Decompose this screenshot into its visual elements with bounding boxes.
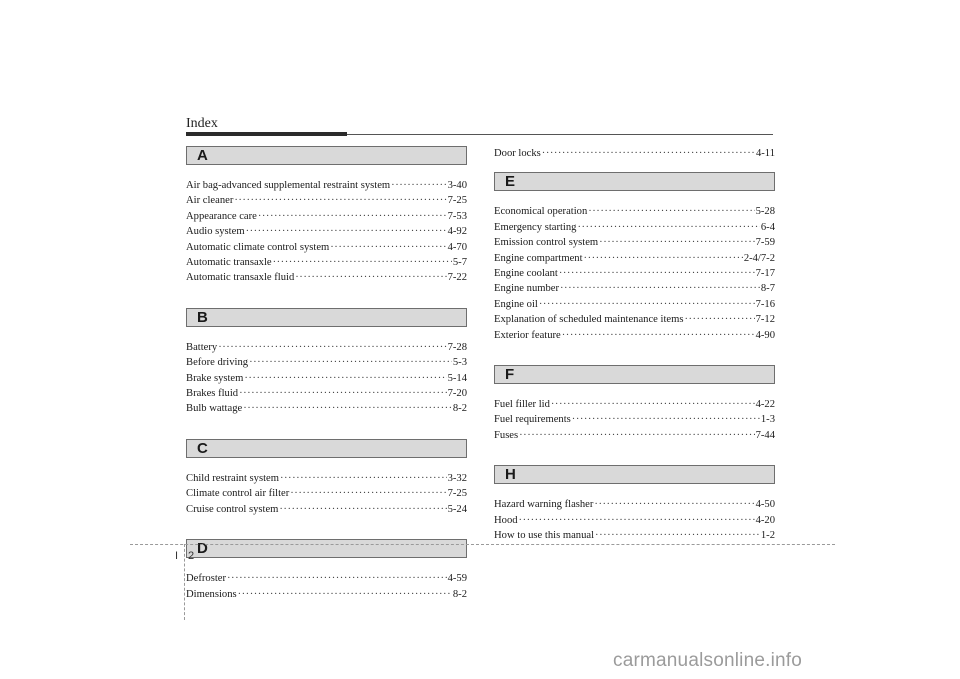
entry-page: 3-32 [447,472,467,484]
dot-leader [595,528,760,543]
section-letter: F [505,366,515,384]
dot-leader [246,224,447,239]
watermark: carmanualsonline.info [613,650,803,671]
section-header-f [494,365,775,384]
dot-leader [588,204,754,219]
entry-label: Climate control air filter [186,488,290,500]
entry-page: 7-44 [755,429,775,441]
entry-list [494,397,775,443]
index-entry[interactable] [186,193,467,208]
dot-leader [273,255,452,270]
index-entry[interactable] [186,340,467,355]
index-entry[interactable] [186,401,467,416]
entry-page: 7-22 [447,272,467,284]
entry-page: 8-7 [760,283,775,295]
section-header-h [494,465,775,484]
entry-label: Dimensions [186,588,237,600]
index-entry[interactable] [186,571,467,586]
entry-label: Fuel requirements [494,414,571,426]
index-entry[interactable] [186,224,467,239]
index-entry[interactable] [186,371,467,386]
entry-page: 4-11 [755,148,775,159]
dot-leader [562,328,755,343]
index-entry[interactable] [494,397,775,412]
entry-page: 4-50 [755,499,775,511]
dot-leader [258,209,447,224]
index-entry[interactable] [494,146,775,161]
entry-page: 7-28 [447,341,467,353]
index-entry[interactable] [186,240,467,255]
index-entry[interactable] [186,178,467,193]
entry-label: Audio system [186,226,245,238]
dot-leader [244,371,446,386]
entry-label: Hood [494,514,518,526]
section-header-a [186,146,467,165]
entry-page: 7-53 [447,210,467,222]
dot-leader [227,571,447,586]
entry-label: Automatic climate control system [186,241,330,253]
dot-leader [560,281,760,296]
entry-page: 7-59 [755,237,775,249]
section-header-e [494,172,775,191]
dot-leader [539,297,755,312]
footer-section-label: I [175,550,179,562]
header-rule-thin [347,134,773,135]
index-entry[interactable] [186,209,467,224]
entry-page: 1-3 [760,414,775,426]
entry-list [186,571,467,602]
index-entry[interactable] [494,281,775,296]
entry-page: 7-16 [755,298,775,310]
section-letter: B [197,308,208,326]
entry-list [494,497,775,543]
entry-list [186,340,467,417]
entry-list [186,471,467,517]
entry-label: Fuel filler lid [494,399,550,411]
index-entry[interactable] [494,412,775,427]
entry-label: Engine number [494,283,560,295]
entry-label: Air cleaner [186,195,234,207]
page-number: 2 [188,550,195,562]
entry-page: 3-40 [447,180,467,191]
dot-leader [234,193,446,208]
entry-label: Child restraint system [186,472,279,484]
entry-label: How to use this manual [494,530,595,542]
entry-label: Economical operation [494,206,588,218]
entry-label: Door locks [494,148,541,159]
index-entry[interactable] [494,204,775,219]
entry-page: 4-70 [447,241,467,253]
entry-label: Bulb wattage [186,403,243,415]
index-entry[interactable] [494,497,775,512]
index-column-right [494,146,775,544]
dot-leader [684,312,754,327]
index-entry[interactable] [186,255,467,270]
entry-label: Automatic transaxle fluid [186,272,295,284]
entry-label: Engine compartment [494,252,583,264]
entry-list [494,204,775,343]
section-header-d [186,539,467,558]
index-entry[interactable] [186,355,467,370]
header-rule-thick [186,132,347,136]
dot-leader [519,428,754,443]
index-entry[interactable] [186,587,467,602]
index-entry[interactable] [494,235,775,250]
index-entry[interactable] [186,270,467,285]
entry-page: 8-2 [452,588,467,600]
index-entry[interactable] [494,251,775,266]
entry-page: 1-2 [760,530,775,542]
section-letter: H [505,466,516,484]
dot-leader [519,513,755,528]
dot-leader [572,412,760,427]
dot-leader [280,471,447,486]
entry-page: 4-90 [755,329,775,341]
index-entry[interactable] [494,220,775,235]
entry-label: Automatic transaxle [186,257,272,269]
dot-leader [295,270,446,285]
index-entry[interactable] [494,297,775,312]
index-entry[interactable] [186,471,467,486]
entry-page: 5-7 [452,257,467,269]
entry-page: 8-2 [452,403,467,415]
entry-page: 4-59 [447,573,467,585]
dot-leader [218,340,446,355]
footer-divider-vertical [184,544,185,620]
entry-label: Fuses [494,429,519,441]
entry-page: 5-28 [755,206,775,218]
dot-leader [238,587,452,602]
entry-label: Battery [186,341,218,353]
dot-leader [279,502,446,517]
dot-leader [243,401,452,416]
entry-page: 5-14 [447,372,467,384]
index-entry[interactable] [494,428,775,443]
entry-label: Before driving [186,357,249,369]
entry-label: Cruise control system [186,503,279,515]
entry-page: 5-24 [447,503,467,515]
index-entry[interactable] [494,513,775,528]
entry-label: Brake system [186,372,244,384]
index-entry[interactable] [494,528,775,543]
entry-label: Explanation of scheduled maintenance items [494,314,684,326]
section-header-c [186,439,467,458]
entry-label: Brakes fluid [186,388,239,400]
entry-label: Exterior feature [494,329,561,341]
index-entry[interactable] [494,328,775,343]
entry-page: 4-92 [447,226,467,238]
dot-leader [249,355,452,370]
entry-label: Emergency starting [494,221,577,233]
index-entry[interactable] [494,312,775,327]
dot-leader [577,220,759,235]
entry-page: 7-20 [447,388,467,400]
dot-leader [290,486,446,501]
index-column-left [186,146,467,602]
section-letter: D [197,540,208,558]
section-letter: A [197,147,208,164]
entry-page: 4-20 [755,514,775,526]
section-letter: C [197,439,208,457]
entry-page: 7-25 [447,488,467,500]
dot-leader [542,146,755,161]
dot-leader [391,178,446,193]
entry-page: 6-4 [760,221,775,233]
footer-divider [130,544,835,545]
dot-leader [239,386,447,401]
entry-page: 7-12 [755,314,775,326]
index-entry[interactable] [186,386,467,401]
index-entry[interactable] [186,502,467,517]
entry-label: Engine coolant [494,268,558,280]
entry-label: Air bag-advanced supplemental restraint system [186,180,391,191]
entry-page: 4-22 [755,399,775,411]
entry-list [186,178,467,286]
entry-page: 7-25 [447,195,467,207]
dot-leader [551,397,755,412]
entry-label: Appearance care [186,210,257,222]
section-letter: E [505,173,516,191]
page-title: Index [186,116,218,131]
section-header-b [186,308,467,327]
entry-page: 5-3 [452,357,467,369]
entry-label: Hazard warning flasher [494,499,594,511]
entry-page: 2-4/7-2 [743,252,775,264]
entry-label: Defroster [186,573,227,585]
entry-page: 7-17 [755,268,775,280]
dot-leader [559,266,755,281]
dot-leader [584,251,743,266]
index-entry[interactable] [494,266,775,281]
dot-leader [594,497,754,512]
entry-label: Emission control system [494,237,599,249]
dot-leader [599,235,754,250]
entry-label: Engine oil [494,298,538,310]
index-entry[interactable] [186,486,467,501]
dot-leader [330,240,446,255]
